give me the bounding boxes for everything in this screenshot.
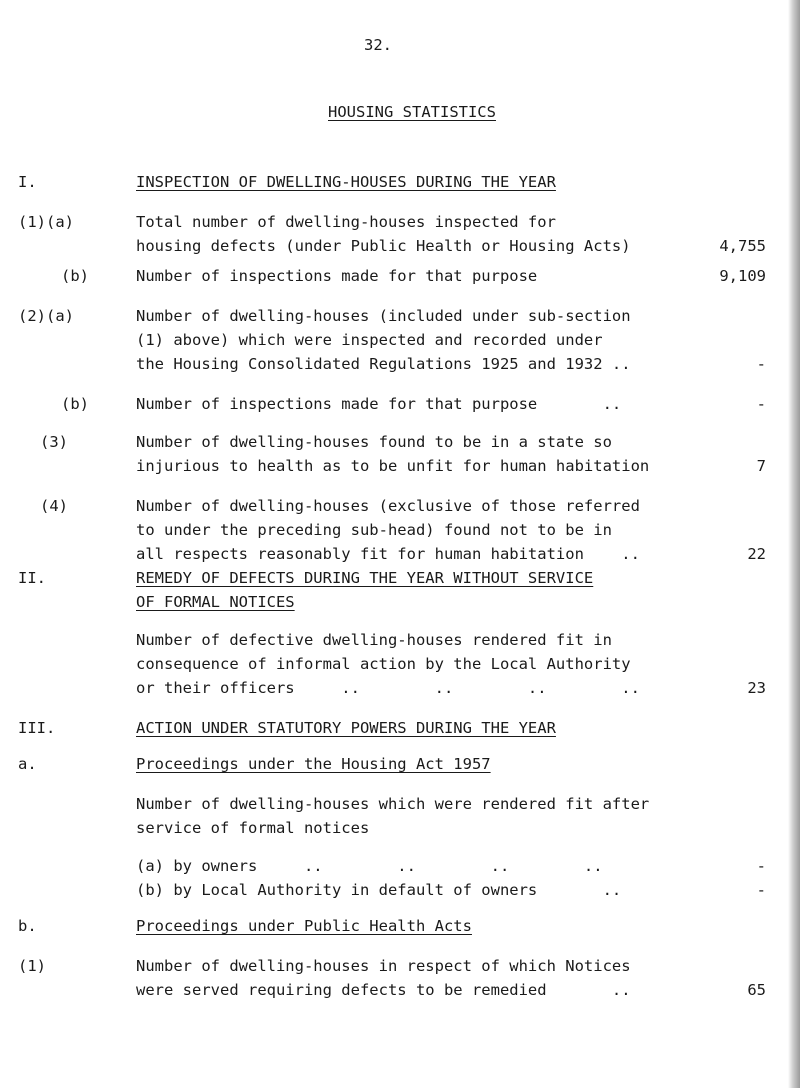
body-line: consequence of informal action by the Local Authority — [136, 655, 631, 673]
item-label: (1)(a) — [18, 213, 74, 231]
page-title: HOUSING STATISTICS — [328, 103, 496, 121]
page-number: 32. — [364, 36, 392, 54]
item-value: 65 — [747, 981, 766, 999]
item-line: the Housing Consolidated Regulations 1925 and 1932 .. — [136, 355, 631, 373]
item-line: Number of dwelling-houses (included under sub-section — [136, 307, 631, 325]
item-line: Number of dwelling-houses found to be in a state so — [136, 433, 612, 451]
subsection-letter: a. — [18, 755, 37, 773]
list-item: (b) by Local Authority in default of owners .. — [136, 881, 622, 899]
item-line: Number of dwelling-houses in respect of which Notices — [136, 957, 631, 975]
item-label: (b) — [61, 267, 89, 285]
item-value: 7 — [756, 457, 766, 475]
section-heading: ACTION UNDER STATUTORY POWERS DURING THE YEAR — [136, 719, 556, 737]
item-label: (2)(a) — [18, 307, 74, 325]
item-line: injurious to health as to be unfit for human habitation — [136, 457, 650, 475]
body-line: Number of dwelling-houses which were rendered fit after — [136, 795, 650, 813]
item-value: 23 — [747, 679, 766, 697]
page-edge-shadow — [788, 0, 800, 1088]
subsection-heading: Proceedings under the Housing Act 1957 — [136, 755, 491, 773]
item-label: (b) — [61, 395, 89, 413]
item-line: were served requiring defects to be remedied .. — [136, 981, 631, 999]
section-heading: REMEDY OF DEFECTS DURING THE YEAR WITHOUT SERVICE — [136, 569, 594, 587]
body-line: service of formal notices — [136, 819, 370, 837]
body-line: or their officers .. .. .. .. — [136, 679, 640, 697]
item-label: (1) — [18, 957, 46, 975]
item-label: (3) — [40, 433, 68, 451]
item-line: all respects reasonably fit for human habitation .. — [136, 545, 640, 563]
section-heading: INSPECTION OF DWELLING-HOUSES DURING THE YEAR — [136, 173, 556, 191]
subsection-heading: Proceedings under Public Health Acts — [136, 917, 472, 935]
item-value: 9,109 — [719, 267, 766, 285]
item-value: - — [756, 355, 766, 373]
item-line: to under the preceding sub-head) found not to be in — [136, 521, 612, 539]
section-numeral: I. — [18, 173, 37, 191]
item-value: - — [756, 395, 766, 413]
section-numeral: III. — [18, 719, 56, 737]
section-numeral: II. — [18, 569, 46, 587]
item-value: 4,755 — [719, 237, 766, 255]
item-line: (1) above) which were inspected and recorded under — [136, 331, 603, 349]
item-line: Number of inspections made for that purpose — [136, 267, 538, 285]
item-line: housing defects (under Public Health or Housing Acts) — [136, 237, 631, 255]
subsection-letter: b. — [18, 917, 37, 935]
body-line: Number of defective dwelling-houses rendered fit in — [136, 631, 612, 649]
item-line: Total number of dwelling-houses inspected for — [136, 213, 556, 231]
section-heading: OF FORMAL NOTICES — [136, 593, 295, 611]
item-label: (4) — [40, 497, 68, 515]
item-value: 22 — [747, 545, 766, 563]
item-value: - — [756, 857, 766, 875]
item-line: Number of inspections made for that purpose .. — [136, 395, 622, 413]
item-line: Number of dwelling-houses (exclusive of those referred — [136, 497, 640, 515]
item-value: - — [756, 881, 766, 899]
list-item: (a) by owners .. .. .. .. — [136, 857, 603, 875]
